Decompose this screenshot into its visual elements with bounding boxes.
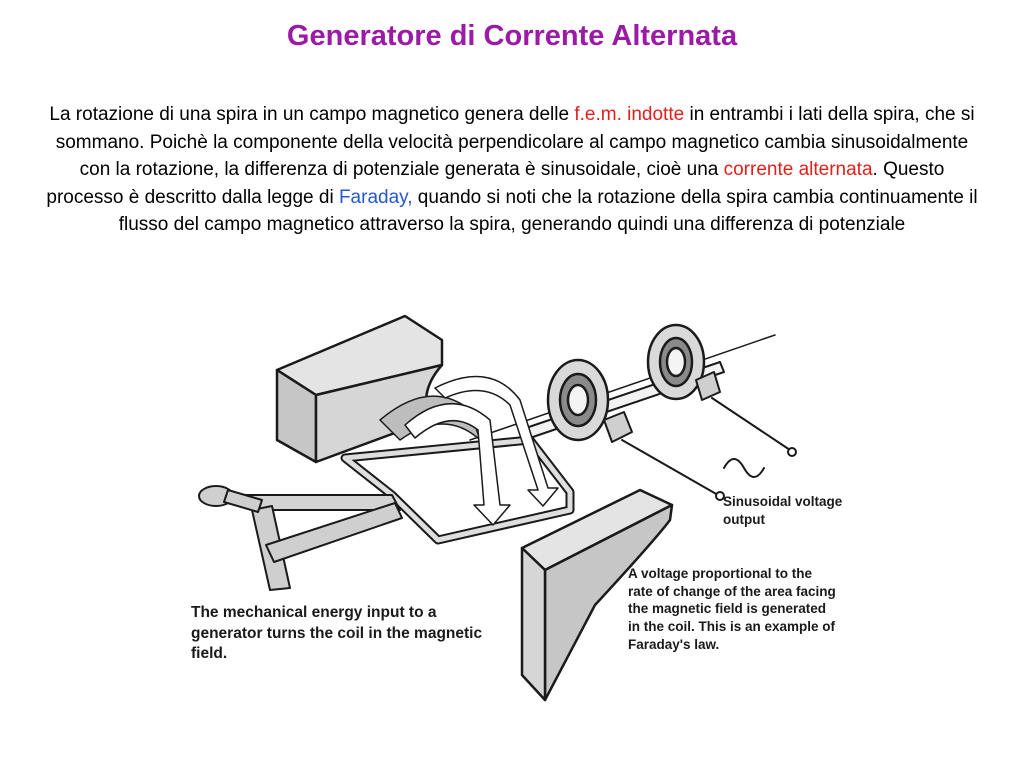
caption-sinusoidal-output: Sinusoidal voltage output [723,494,843,527]
highlight-corrente-alternata: corrente alternata [723,159,873,180]
paragraph-text-1: La rotazione di una spira in un campo magnetico genera delle [49,104,575,125]
brush-near [604,412,724,500]
paragraph-text-4: quando si noti che la rotazione della spira cambia continuamente il flusso del campo magnetico attraverso la spira, generando quindi una differenza di potenziale [118,186,978,235]
magnet-north [277,316,442,462]
slip-ring-near [548,360,608,440]
highlight-faraday: Faraday, [338,186,413,208]
paragraph-text-2: in entrambi i lati della spira, che si sommano. Poichè la componente della velocità perpendicolare al campo magnetico cambia sinusoidalmente con la rotazione, la differenza di potenziale generata è sinusoidale, cioè una [55,104,975,180]
caption-faraday-law: A voltage proportional to the rate of change of the area facing the magnetic field is generated in the coil. This is an example of Faraday's law. [628,566,836,652]
highlight-fem-indotte: f.e.m. indotte [574,104,685,125]
caption-mechanical-energy: The mechanical energy input to a generator turns the coil in the magnetic field. [191,604,483,662]
slip-ring-far [648,325,704,399]
slide-title: Generatore di Corrente Alternata [286,20,738,52]
paragraph-text-3: . Questo processo è descritto dalla legge di [46,159,945,208]
hand-crank [199,486,402,590]
brush-far [696,372,796,456]
sine-wave-icon [724,459,764,477]
explanation-paragraph [40,101,984,239]
